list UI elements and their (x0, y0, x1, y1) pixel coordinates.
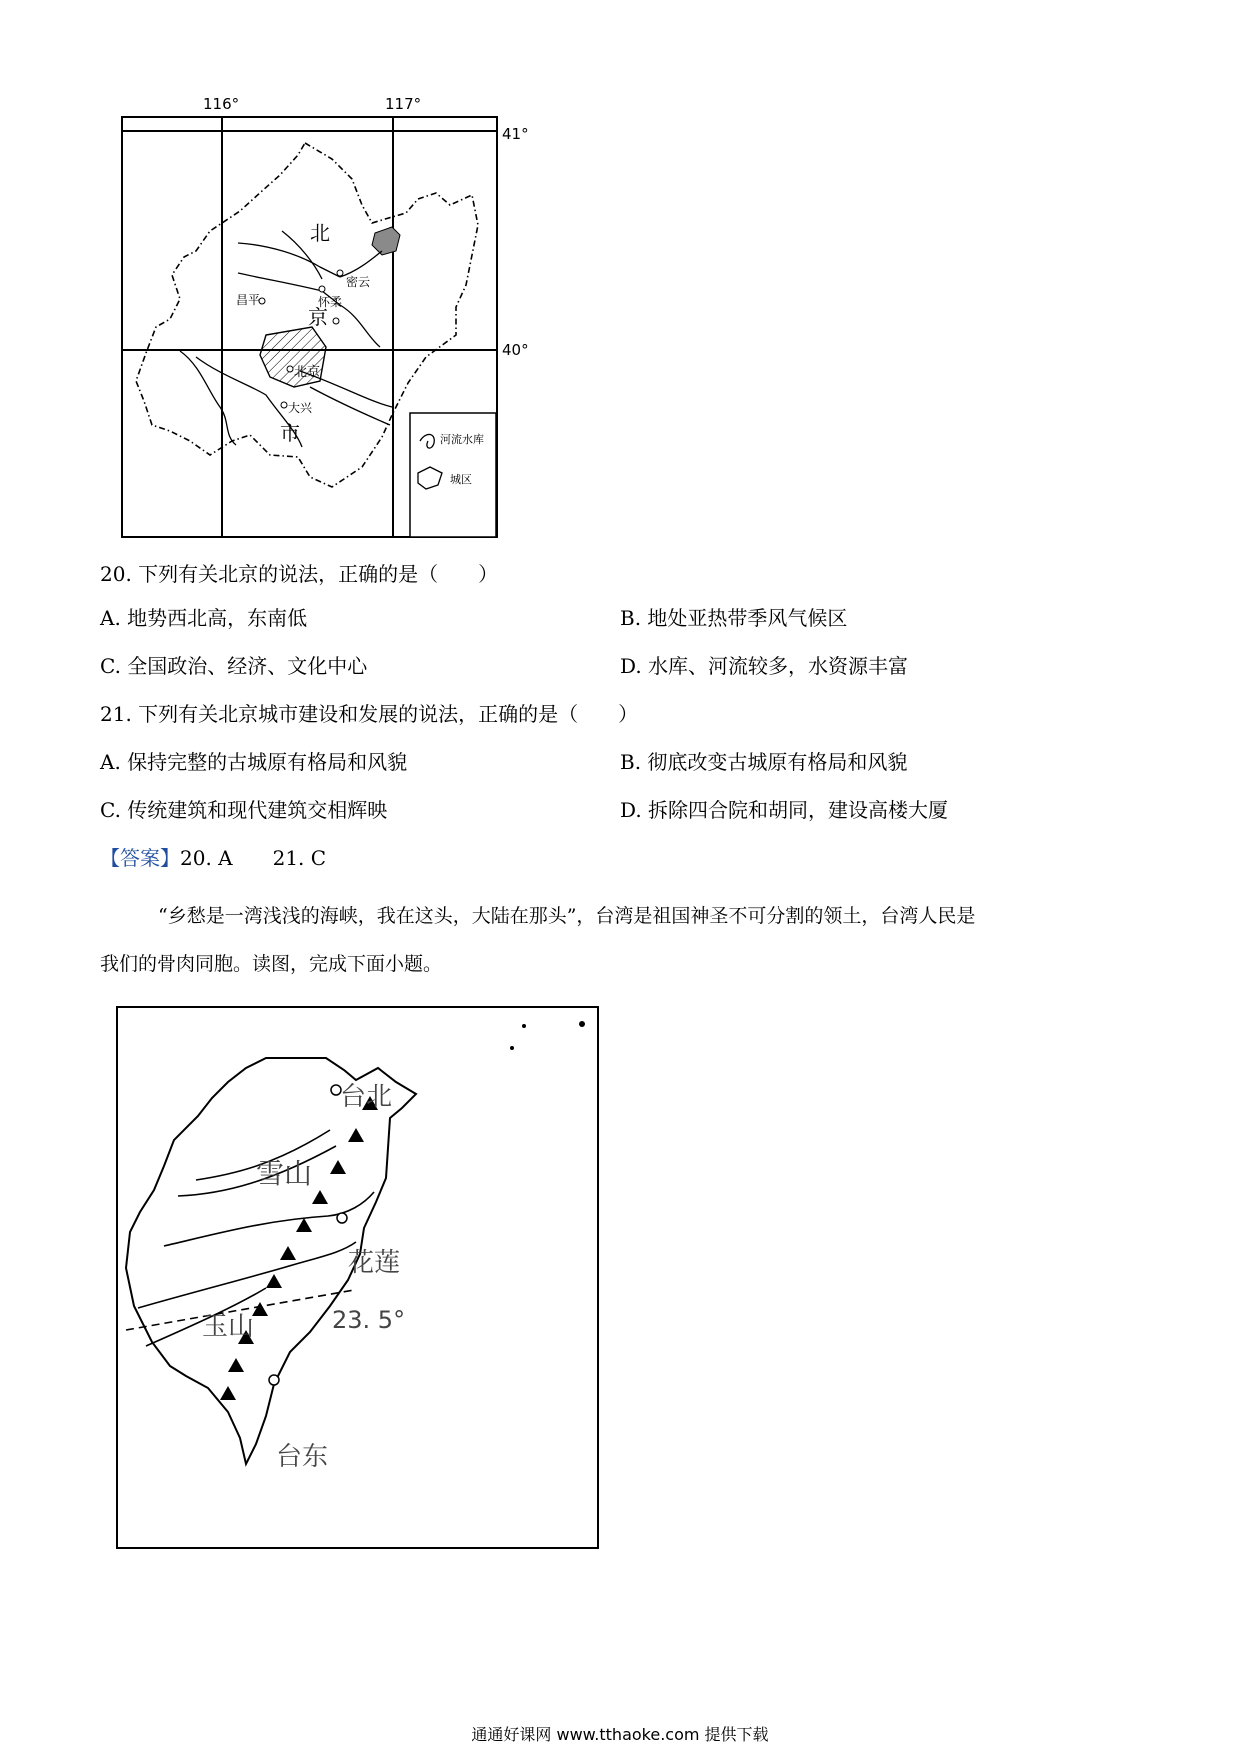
beijing-map (100, 95, 600, 545)
answer-tag: 【答案】 (100, 846, 180, 870)
lon-label-117: 117° (385, 95, 422, 113)
taiwan-map (116, 1006, 601, 1551)
question-20-option-d: D. 水库、河流较多，水资源丰富 (620, 654, 909, 678)
label-taibei: 台北 (340, 1082, 393, 1112)
question-21-option-c: C. 传统建筑和现代建筑交相辉映 (100, 798, 388, 822)
question-20-stem: 20. 下列有关北京的说法，正确的是（ ） (100, 562, 499, 586)
page-footer: 通通好课网 www.tthaoke.com 提供下载 (471, 1725, 769, 1744)
legend-urban-area: 城区 (450, 473, 472, 486)
label-miyun: 密云 (346, 275, 371, 289)
question-20-option-a: A. 地势西北高，东南低 (100, 606, 308, 630)
label-bei: 北 (310, 221, 330, 245)
lat-label-40: 40° (502, 341, 529, 359)
intro-line-2: 我们的骨肉同胞。读图，完成下面小题。 (100, 953, 443, 975)
label-jing: 京 (308, 305, 328, 329)
question-20-option-c: C. 全国政治、经济、文化中心 (100, 654, 368, 678)
intro-line-1: “乡愁是一湾浅浅的海峡，我在这头，大陆在那头”，台湾是祖国神圣不可分割的领土，台湾人民是 (158, 905, 976, 927)
label-beijing-city: 北京 (294, 365, 321, 380)
lat-label-41: 41° (502, 125, 529, 143)
label-latitude: 23. 5° (332, 1306, 406, 1334)
label-xueshan: 雪山 (256, 1157, 313, 1190)
label-daxing: 大兴 (288, 401, 313, 415)
lon-label-116: 116° (203, 95, 240, 113)
label-yushan: 玉山 (202, 1312, 255, 1342)
label-hualian: 花莲 (348, 1248, 401, 1278)
question-21-stem: 21. 下列有关北京城市建设和发展的说法，正确的是（ ） (100, 702, 639, 726)
label-huairou: 怀柔 (318, 295, 343, 309)
label-taidong: 台东 (276, 1442, 329, 1472)
question-21-option-b: B. 彻底改变古城原有格局和风貌 (620, 750, 908, 774)
question-21-option-d: D. 拆除四合院和胡同，建设高楼大厦 (620, 798, 949, 822)
question-20-option-b: B. 地处亚热带季风气候区 (620, 606, 848, 630)
legend-river-reservoir: 河流水库 (440, 433, 484, 446)
answer-line (100, 846, 326, 870)
label-changping: 昌平 (236, 293, 261, 307)
question-21-option-a: A. 保持完整的古城原有格局和风貌 (100, 750, 408, 774)
answer-text: 20. A 21. C (180, 846, 327, 870)
label-shi: 市 (280, 421, 300, 445)
